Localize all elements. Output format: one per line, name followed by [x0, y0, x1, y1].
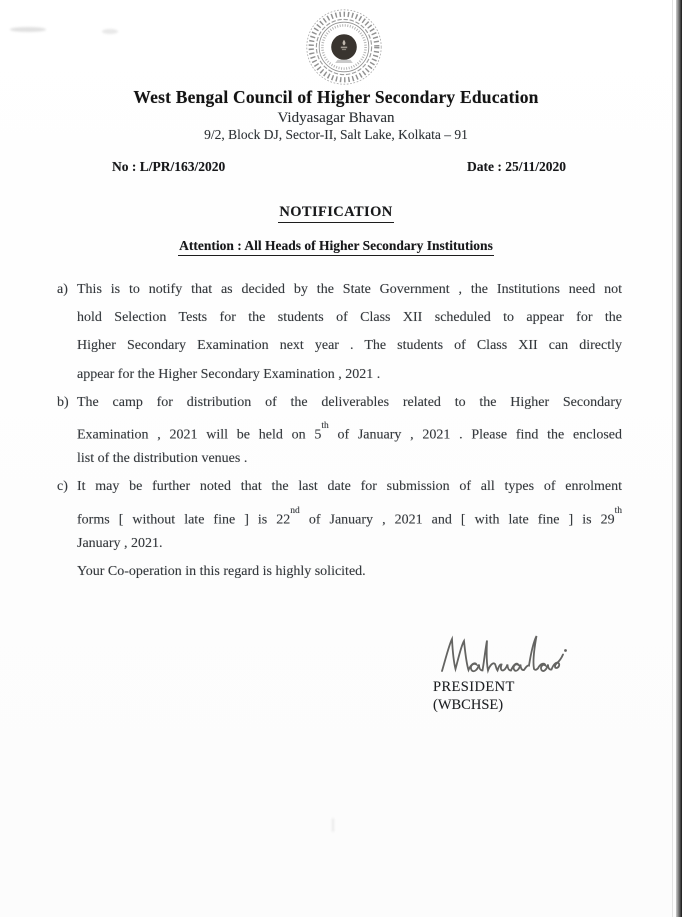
- paragraph-text: [77, 276, 622, 389]
- notification-heading: [0, 204, 672, 223]
- reference-number: No : L/PR/163/2020: [112, 159, 226, 174]
- signatory-title: PRESIDENT: [433, 679, 515, 695]
- notification-body: [57, 276, 622, 586]
- scan-edge-shadow: [672, 0, 673, 917]
- paragraph-line: This is to notify that as decided by the State Government , the Institutions need not: [77, 282, 622, 297]
- notification-paragraph-a: [57, 276, 622, 389]
- paragraph-line: appear for the Higher Secondary Examination , 2021 .: [77, 366, 381, 382]
- signatory-org: (WBCHSE): [433, 697, 504, 713]
- closing-line: [57, 558, 622, 586]
- letter-date: Date : 25/11/2020: [467, 159, 566, 174]
- attention-heading: [0, 238, 672, 256]
- attention-heading-text: Attention : All Heads of Higher Secondary Institutions: [178, 238, 494, 256]
- paragraph-line: January , 2021.: [77, 535, 163, 551]
- paragraph-line: Higher Secondary Examination next year . The students of Class XII can directly: [77, 338, 622, 354]
- scan-smudge: [102, 29, 118, 34]
- scan-edge-line: [676, 0, 682, 917]
- closing-text: Your Co-operation in this regard is highly solicited.: [77, 563, 366, 579]
- org-name: West Bengal Council of Higher Secondary Education: [133, 87, 539, 107]
- meta-row: [112, 159, 566, 175]
- list-marker: a): [57, 282, 68, 297]
- org-building: Vidyasagar Bhavan: [277, 110, 395, 126]
- paragraph-text: [77, 473, 622, 558]
- paragraph-line: hold Selection Tests for the students of Class XII scheduled to appear for the: [77, 310, 622, 326]
- paragraph-line: [77, 558, 622, 586]
- paragraph-text: [77, 389, 622, 474]
- paragraph-line: Examination , 2021 will be held on 5th of January , 2021 . Please find the enclosed: [77, 420, 622, 443]
- wbchse-seal-icon: [304, 7, 384, 87]
- list-marker: c): [57, 479, 68, 495]
- notification-heading-text: NOTIFICATION: [278, 204, 393, 223]
- signature-handwriting: [437, 633, 572, 677]
- list-marker: b): [57, 394, 69, 410]
- paragraph-line: It may be further noted that the last date for submission of all types of enrolment: [77, 479, 622, 495]
- notification-paragraph-b: [57, 389, 622, 474]
- org-address: 9/2, Block DJ, Sector-II, Salt Lake, Kolkata – 91: [204, 127, 468, 142]
- paragraph-line: The camp for distribution of the deliverables related to the Higher Secondary: [77, 394, 622, 410]
- notification-paragraph-c: [57, 473, 622, 558]
- scan-smudge: [332, 818, 334, 832]
- scan-smudge: [10, 27, 46, 32]
- paragraph-line: forms [ without late fine ] is 22nd of January , 2021 and [ with late fine ] is 29th: [77, 505, 622, 528]
- paragraph-line: list of the distribution venues .: [77, 451, 248, 467]
- signature-block: [433, 633, 572, 714]
